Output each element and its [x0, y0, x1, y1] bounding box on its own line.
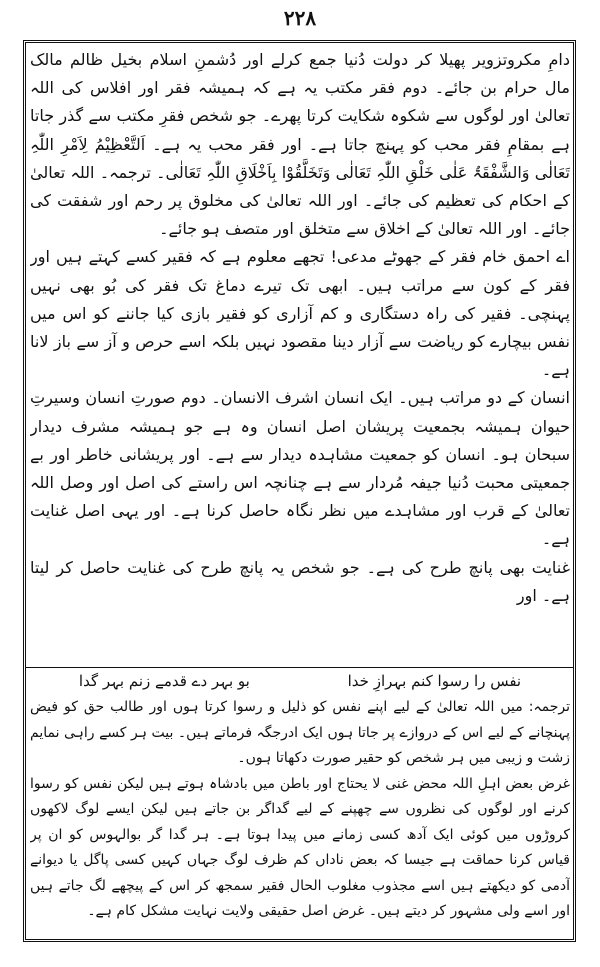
page-number: ۲۲۸ [283, 6, 317, 30]
paragraph: غنایت بھی پانچ طرح کی ہے۔ جو شخص یہ پانچ طرح کی غنایت حاصل کر لیتا ہے۔ اور [30, 557, 570, 605]
persian-verse [30, 669, 570, 693]
verse-second-hemistich: بو بہر دے قدمے زنم بہر گدا [78, 672, 250, 690]
paragraph: اے احمق خام فقر کے جھوٹے مدعی! تجھے معلوم ہے کہ فقیر کسے کہتے ہیں اور فقر کے کون سے مراتب ہیں۔ ابھی تک تیرے دماغ تک فقر کی بُو بھی نہیں پہنچی۔ فقیر کی راہ دستگاری و کم آزاری کو فقیر بازی کیا جاننے کو اس میں نفس بیچارے کو ریاضت سے آزار دینا مقصود نہیں بلکہ اسے حرص و آز سے باز لانا ہے۔ [30, 247, 570, 380]
paragraph: انسان کے دو مراتب ہیں۔ ایک انسان اشرف الانسان۔ دوم صورتِ انسان وسیرتِ حیوان ہمیشہ بجمعیت پریشان اصل انسان وہ ہے جو ہمیشہ مشرف دیدار سبحان ہو۔ انسان کو جمعیت مشاہدہ دیدار سے ہے۔ اور پریشانی خاطر اور بے جمعیتی محبت دُنیا جیفہ مُردار سے ہے چنانچہ اس راستے کی اصل اور وصل اللہ تعالیٰ کے قرب اور مشاہدے میں نظر نگاہ حاصل کرنا ہے۔ اور یہی اصل غنایت ہے۔ [30, 388, 570, 549]
section-divider [26, 667, 573, 668]
paragraph: دامِ مکروتزویر پھیلا کر دولت دُنیا جمع کرلے اور دُشمنِ اسلام بخیل ظالم مالک مال حرام بن جائے۔ دوم فقر مکتب یہ ہے کہ ہمیشہ فقر اور افلاس کی اللہ تعالیٰ اور لوگوں سے شکوہ شکایت کرتا پھرے۔ جو شخص فقرِ مکتب سے گذر جاتا ہے بمقامِ فقر محب کو پہنچ جاتا ہے۔ اور فقر محب یہ ہے۔ اَلتَّعْظِیْمُ لِاَمْرِ اللّٰہِ تَعَالٰی وَالشَّفْقَۃُ عَلٰی خَلْقِ اللّٰہِ تَعَالٰی وَتَخَلَّقُوْا بِاَخْلَاقِ اللّٰہِ تَعَالٰی۔ ترجمہ۔ اللہ تعالیٰ کے احکام کی تعظیم کی جائے۔ اور اللہ تعالیٰ کی مخلوق پر رحم اور شفقت کی جائے۔ اور اللہ تعالیٰ کے اخلاق سے متخلق اور متصف ہو جائے۔ [30, 50, 570, 239]
comment-paragraph: غرض بعض اہلِ اللہ محض غنی لا یحتاج اور باطن میں بادشاہ ہوتے ہیں لیکن نفس کو رسوا کرنے اور لوگوں کی نظروں سے چھپنے کے لیے گداگر بن جاتے ہیں لیکن ایسے لوگ لاکھوں کروڑوں میں کوئی ایک آدھ کسی زمانے میں پیدا ہوتا ہے۔ ہر گدا گر بوالہوس کو ان پر قیاس کرنا حماقت ہے جیسا کہ بعض ناداں کم ظرف لوگ جہاں کہیں کسی پاگل یا دیوانے آدمی کو دیکھتے ہیں اسے مجذوب مغلوب الحال فقیر سمجھ کر اس کے پیچھے لگ جاتے ہیں اور اسے ولی مشہور کر دیتے ہیں۔ غرض اصل حقیقی ولایت نہایت مشکل کام ہے۔ [30, 775, 570, 919]
main-text [30, 46, 570, 666]
commentary-text [30, 695, 570, 937]
comment-paragraph: ترجمہ: میں اللہ تعالیٰ کے لیے اپنے نفس کو ذلیل و رسوا کرتا ہوں اور طالب حق کو فیض پہنچانے کے لیے اس کے دروازے پر جاتا ہوں ایک ادرجگہ فرماتے ہیں۔ بیت ہر کسے راہی نمایم زشت و زیبی میں ہر شخص کو حقیر صورت دکھاتا ہوں۔ [30, 699, 570, 766]
verse-first-hemistich: نفس را رسوا کنم بہرازِ خدا [347, 672, 522, 690]
